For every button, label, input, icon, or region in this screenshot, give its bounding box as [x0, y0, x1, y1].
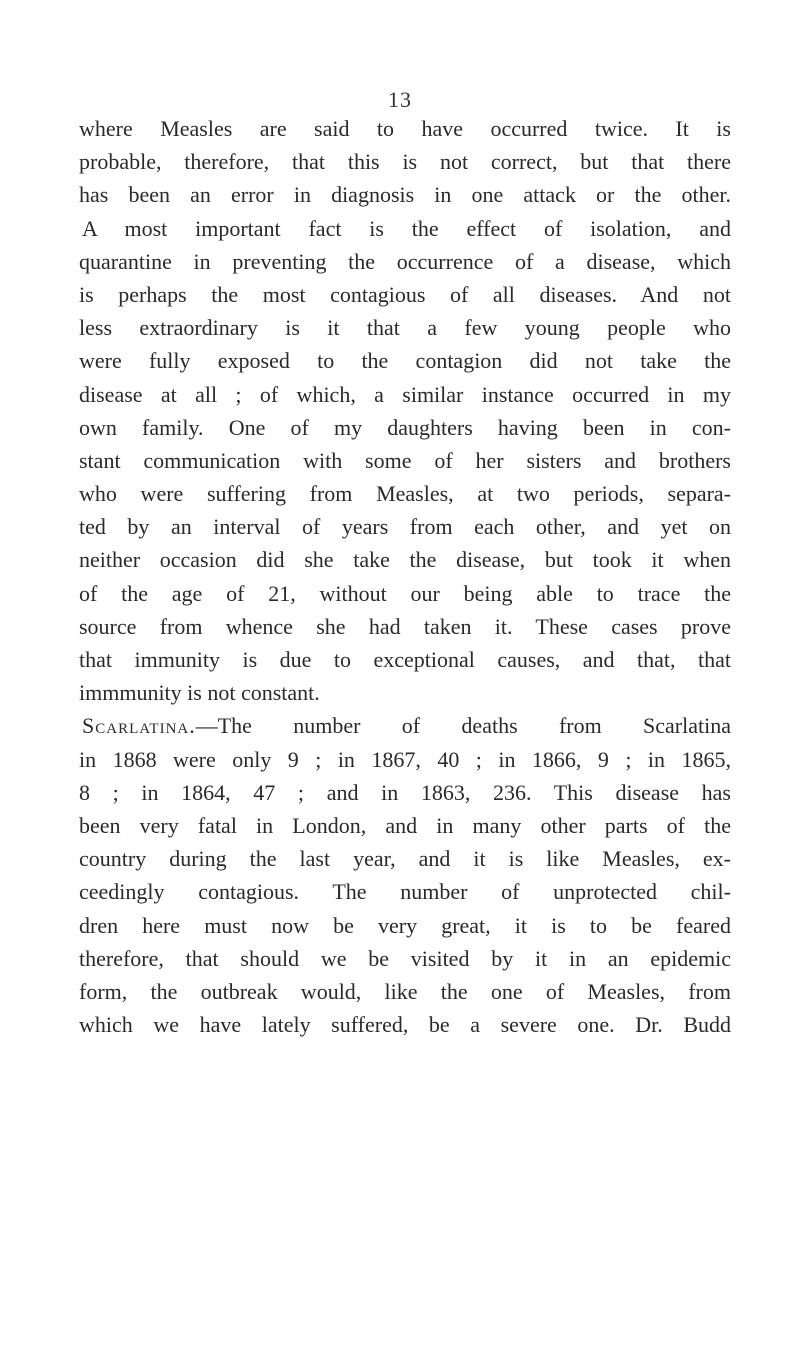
text-line: stant communication with some of her sisters and brothers: [79, 447, 731, 473]
scarlatina-paragraph-start: [79, 709, 731, 742]
text-line: has been an error in diagnosis in one attack or the other.: [79, 182, 731, 208]
text-line: A most important fact is the effect of isolation, and: [82, 215, 731, 241]
page-number: 13: [388, 87, 412, 112]
text-line: neither occasion did she take the disease, but took it when: [79, 547, 731, 573]
body-text: [79, 112, 731, 1041]
text-line: less extraordinary is it that a few young people who: [79, 315, 731, 341]
text-line: been very fatal in London, and in many other parts of the: [79, 812, 731, 838]
text-line: source from whence she had taken it. These cases prove: [79, 613, 731, 639]
text-line: ceedingly contagious. The number of unprotected chil-: [79, 879, 731, 905]
text-line: of the age of 21, without our being able to trace the: [79, 580, 731, 606]
text-line: 8 ; in 1864, 47 ; and in 1863, 236. This disease has: [79, 779, 731, 805]
text-line: dren here must now be very great, it is to be feared: [79, 912, 731, 938]
text-line: ted by an interval of years from each other, and yet on: [79, 514, 731, 540]
text-line: who were suffering from Measles, at two periods, separa-: [79, 481, 731, 507]
text-line: were fully exposed to the contagion did not take the: [79, 348, 731, 374]
text-line: therefore, that should we be visited by it in an epidemic: [79, 945, 731, 971]
text-line-rest: —The number of deaths from Scarlatina: [195, 713, 731, 739]
text-line: in 1868 were only 9 ; in 1867, 40 ; in 1866, 9 ; in 1865,: [79, 746, 731, 772]
text-line: country during the last year, and it is like Measles, ex-: [79, 846, 731, 872]
text-line: disease at all ; of which, a similar instance occurred in my: [79, 381, 731, 407]
text-line: probable, therefore, that this is not correct, but that there: [79, 149, 731, 175]
text-line: form, the outbreak would, like the one of Measles, from: [79, 978, 731, 1004]
text-line: quarantine in preventing the occurrence of a disease, which: [79, 248, 731, 274]
text-line: is perhaps the most contagious of all diseases. And not: [79, 281, 731, 307]
text-line: immmunity is not constant.: [79, 680, 320, 706]
text-line: where Measles are said to have occurred twice. It is: [79, 116, 731, 141]
text-line: which we have lately suffered, be a severe one. Dr. Budd: [79, 1012, 731, 1038]
text-line: that immunity is due to exceptional causes, and that, that: [79, 647, 731, 672]
text-line: own family. One of my daughters having been in con-: [79, 414, 731, 440]
section-heading-scarlatina: Scarlatina.: [82, 713, 196, 739]
